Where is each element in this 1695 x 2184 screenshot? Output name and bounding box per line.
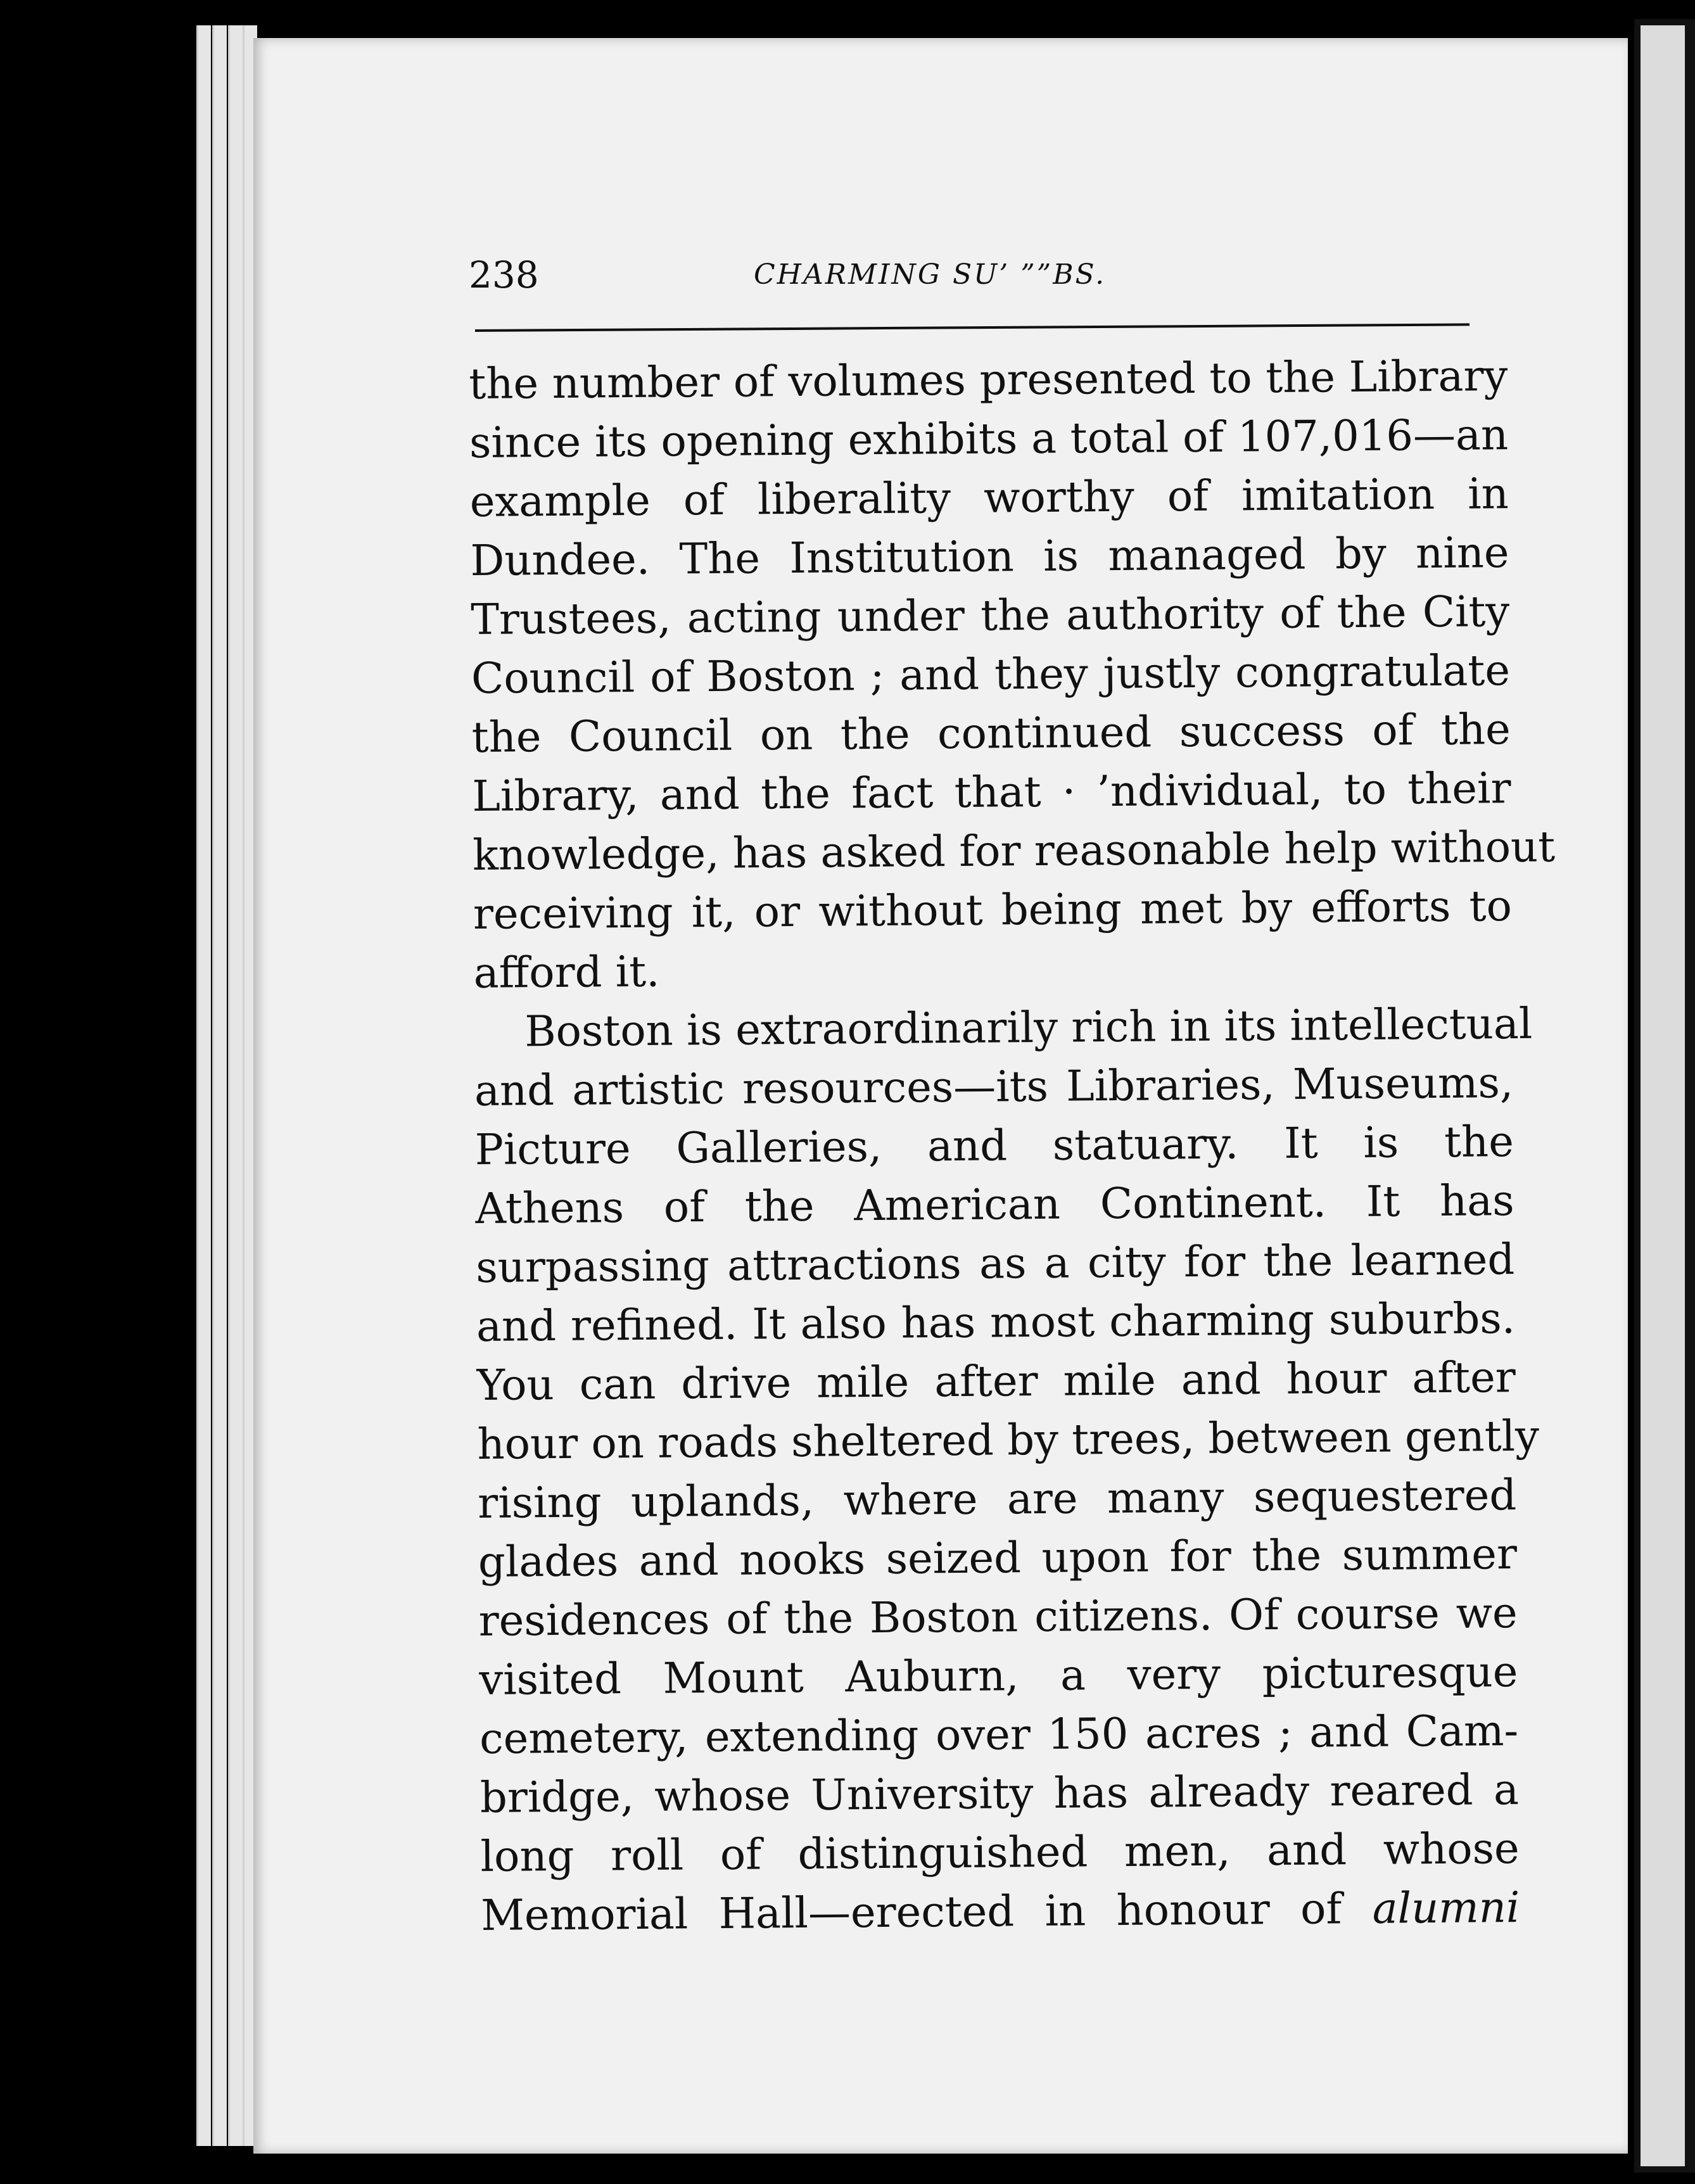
text-line-final bbox=[481, 1878, 1520, 1945]
text-line: surpassing attractions as a city for the learned bbox=[476, 1235, 1515, 1292]
text-line: glades and nooks seized upon for the summer bbox=[478, 1529, 1518, 1587]
text-line: Boston is extraordinarily rich in its intellectual bbox=[524, 998, 1533, 1057]
text-line: visited Mount Auburn, a very picturesque bbox=[479, 1647, 1518, 1705]
text-line: Council of Boston ; and they justly congratulate bbox=[471, 645, 1511, 703]
page-edge bbox=[212, 25, 227, 2146]
page-edge bbox=[228, 25, 243, 2146]
final-line-text: Memorial Hall—erected in honour of bbox=[481, 1884, 1342, 1940]
text-line: Picture Galleries, and statuary. It is the bbox=[474, 1117, 1514, 1174]
body-text bbox=[469, 346, 1556, 1945]
text-line: afford it. bbox=[473, 946, 660, 998]
text-line: rising uplands, where are many sequestered bbox=[477, 1470, 1517, 1528]
italic-word: alumni bbox=[1372, 1882, 1520, 1933]
page-header bbox=[469, 253, 1470, 310]
text-line: example of liberality worthy of imitation in bbox=[469, 469, 1509, 526]
text-line: cemetery, extending over 150 acres ; and Cam- bbox=[479, 1706, 1519, 1763]
text-line: and refined. It also has most charming suburbs. bbox=[476, 1293, 1516, 1351]
page-edge bbox=[196, 25, 211, 2146]
text-line: knowledge, has asked for reasonable help without bbox=[472, 822, 1556, 880]
text-line: receiving it, or without being met by efforts to bbox=[473, 881, 1513, 939]
paragraph bbox=[469, 346, 1556, 1003]
text-line: bridge, whose University has already reared a bbox=[479, 1765, 1520, 1822]
text-line: Library, and the fact that · ’ndividual, to their bbox=[472, 763, 1511, 821]
text-line: long roll of distinguished men, and whose bbox=[480, 1824, 1520, 1881]
text-line: Dundee. The Institution is managed by nine bbox=[470, 528, 1509, 585]
text-line: the number of volumes presented to the Library bbox=[469, 351, 1508, 409]
facing-page-edge bbox=[1641, 25, 1685, 2166]
running-head: CHARMING SU’ ””BS. bbox=[754, 258, 1107, 291]
text-line: hour on roads sheltered by trees, between gently bbox=[477, 1411, 1540, 1469]
text-line: residences of the Boston citizens. Of course we bbox=[478, 1588, 1518, 1646]
text-line: the Council on the continued success of the bbox=[471, 704, 1511, 762]
text-line: and artistic resources—its Libraries, Museums, bbox=[474, 1058, 1514, 1115]
text-line: You can drive mile after mile and hour after bbox=[476, 1352, 1516, 1410]
text-line: Trustees, acting under the authority of the City bbox=[470, 587, 1510, 644]
text-line: since its opening exhibits a total of 107,016—an bbox=[469, 410, 1509, 467]
page-number: 238 bbox=[469, 253, 539, 296]
text-line: Athens of the American Continent. It has bbox=[475, 1176, 1514, 1233]
paragraph bbox=[474, 994, 1540, 1945]
